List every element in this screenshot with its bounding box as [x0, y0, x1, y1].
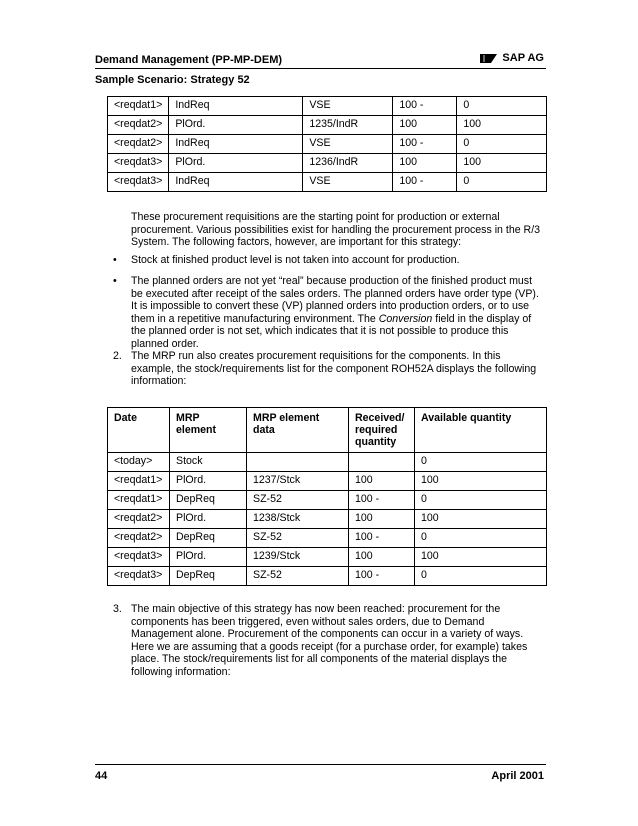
stock-requirements-table	[107, 407, 547, 586]
table-cell: 0	[415, 491, 547, 510]
table-row	[108, 97, 547, 116]
table-cell: 0	[457, 135, 547, 154]
requirements-table	[107, 96, 547, 192]
bullet-marker: •	[113, 254, 117, 266]
table-row	[108, 135, 547, 154]
table-cell: IndReq	[169, 97, 303, 116]
table-cell: 1236/IndR	[303, 154, 393, 173]
brand-label: SAP AG	[502, 52, 544, 64]
step-3-text: The main objective of this strategy has now been reached: procurement for the components has been triggered, even without sales orders, due to Demand Management alone. Procurement of the components can occur in a variety of ways. Here we are assuming that a goods receipt (for a purchase order, for example) takes place. The stock/requirements list for all components of the material displays the following information:	[131, 603, 528, 678]
table-cell: PlOrd.	[170, 548, 247, 567]
table-cell: 1237/Stck	[247, 472, 349, 491]
table-cell: DepReq	[170, 491, 247, 510]
table-cell: PlOrd.	[170, 472, 247, 491]
table-cell	[247, 453, 349, 472]
table-cell: PlOrd.	[169, 154, 303, 173]
table-header-row	[108, 408, 547, 453]
column-header: MRP element	[170, 408, 247, 453]
column-header: Date	[108, 408, 170, 453]
table-row	[108, 510, 547, 529]
table-cell: 100 -	[349, 529, 415, 548]
table-row	[108, 529, 547, 548]
field-name-conversion: Conversion	[378, 312, 433, 325]
footer-rule	[95, 764, 546, 765]
table-cell: VSE	[303, 97, 393, 116]
table-cell: 0	[457, 173, 547, 192]
table-cell: <reqdat3>	[108, 567, 170, 586]
intro-paragraph: These procurement requisitions are the starting point for production or external procurement. Various possibilities exist for handling the procurement process in the R/3 System. The following factors, however, are important for this strategy:	[131, 211, 541, 249]
step-number: 2.	[113, 350, 122, 362]
table-cell: 100	[415, 510, 547, 529]
table-cell: 1235/IndR	[303, 116, 393, 135]
table-cell: <today>	[108, 453, 170, 472]
table-cell: SZ-52	[247, 491, 349, 510]
table-cell: <reqdat1>	[108, 491, 170, 510]
bullet-item-planned-orders	[131, 275, 545, 351]
table-cell: VSE	[303, 135, 393, 154]
table-cell: 100	[415, 472, 547, 491]
table-cell	[349, 453, 415, 472]
table-cell: 100 -	[393, 97, 457, 116]
publication-date: April 2001	[491, 770, 544, 782]
table-row	[108, 154, 547, 173]
table-cell: 100	[393, 154, 457, 173]
table-cell: <reqdat1>	[108, 472, 170, 491]
sap-flag-icon	[480, 54, 497, 63]
column-header: Available quantity	[415, 408, 547, 453]
table-cell: PlOrd.	[169, 116, 303, 135]
table-cell: 100 -	[393, 173, 457, 192]
header-rule	[95, 68, 546, 69]
table-cell: <reqdat3>	[108, 548, 170, 567]
section-subtitle: Sample Scenario: Strategy 52	[95, 74, 250, 86]
table-cell: SZ-52	[247, 567, 349, 586]
table-cell: <reqdat3>	[108, 154, 169, 173]
table-cell: <reqdat2>	[108, 529, 170, 548]
table-cell: 100	[393, 116, 457, 135]
table-cell: 100 -	[349, 567, 415, 586]
table-row	[108, 567, 547, 586]
step-2-text: The MRP run also creates procurement requisitions for the components. In this example, the stock/requirements list for the component ROH52A displays the following information:	[131, 350, 537, 388]
table-cell: <reqdat2>	[108, 135, 169, 154]
bullet-text: The planned orders are not yet “real” because production of the finished product must be executed after receipt of the sales orders. The planned orders have order type (VP). It is impossible to convert these (VP) planned orders into production orders, or to use them in a repetitive manufacturing environment. The	[131, 275, 539, 325]
table-cell: 0	[415, 453, 547, 472]
table-cell: 100	[457, 154, 547, 173]
table-cell: VSE	[303, 173, 393, 192]
table-cell: IndReq	[169, 135, 303, 154]
table-row	[108, 548, 547, 567]
column-header: Received/ required quantity	[349, 408, 415, 453]
table-row	[108, 453, 547, 472]
table-cell: IndReq	[169, 173, 303, 192]
table-cell: 0	[457, 97, 547, 116]
step-number: 3.	[113, 603, 122, 615]
running-header-title: Demand Management (PP-MP-DEM)	[95, 54, 283, 66]
table-cell: 100	[415, 548, 547, 567]
table-cell: <reqdat2>	[108, 116, 169, 135]
table-cell: <reqdat3>	[108, 173, 169, 192]
table-row	[108, 116, 547, 135]
table-cell: SZ-52	[247, 529, 349, 548]
table-row	[108, 472, 547, 491]
table-cell: <reqdat2>	[108, 510, 170, 529]
table-cell: 100	[349, 472, 415, 491]
table-cell: PlOrd.	[170, 510, 247, 529]
page-number: 44	[95, 770, 108, 782]
table-cell: 0	[415, 529, 547, 548]
bullet-marker: •	[113, 275, 117, 287]
column-header: MRP element data	[247, 408, 349, 453]
bullet-item-stock: Stock at finished product level is not taken into account for production.	[131, 254, 460, 266]
table-cell: 0	[415, 567, 547, 586]
table-cell: 1238/Stck	[247, 510, 349, 529]
table-row	[108, 491, 547, 510]
table-cell: 100	[457, 116, 547, 135]
table-cell: 1239/Stck	[247, 548, 349, 567]
table-cell: 100 -	[349, 491, 415, 510]
table-cell: DepReq	[170, 567, 247, 586]
bullet-text: field in the display of the planned order is not set, which indicates that it is not possible to produce this planned order.	[131, 312, 532, 350]
table-cell: 100 -	[393, 135, 457, 154]
table-cell: 100	[349, 548, 415, 567]
running-header-brand	[480, 52, 544, 64]
table-row	[108, 173, 547, 192]
table-cell: Stock	[170, 453, 247, 472]
table-cell: 100	[349, 510, 415, 529]
table-cell: <reqdat1>	[108, 97, 169, 116]
table-cell: DepReq	[170, 529, 247, 548]
